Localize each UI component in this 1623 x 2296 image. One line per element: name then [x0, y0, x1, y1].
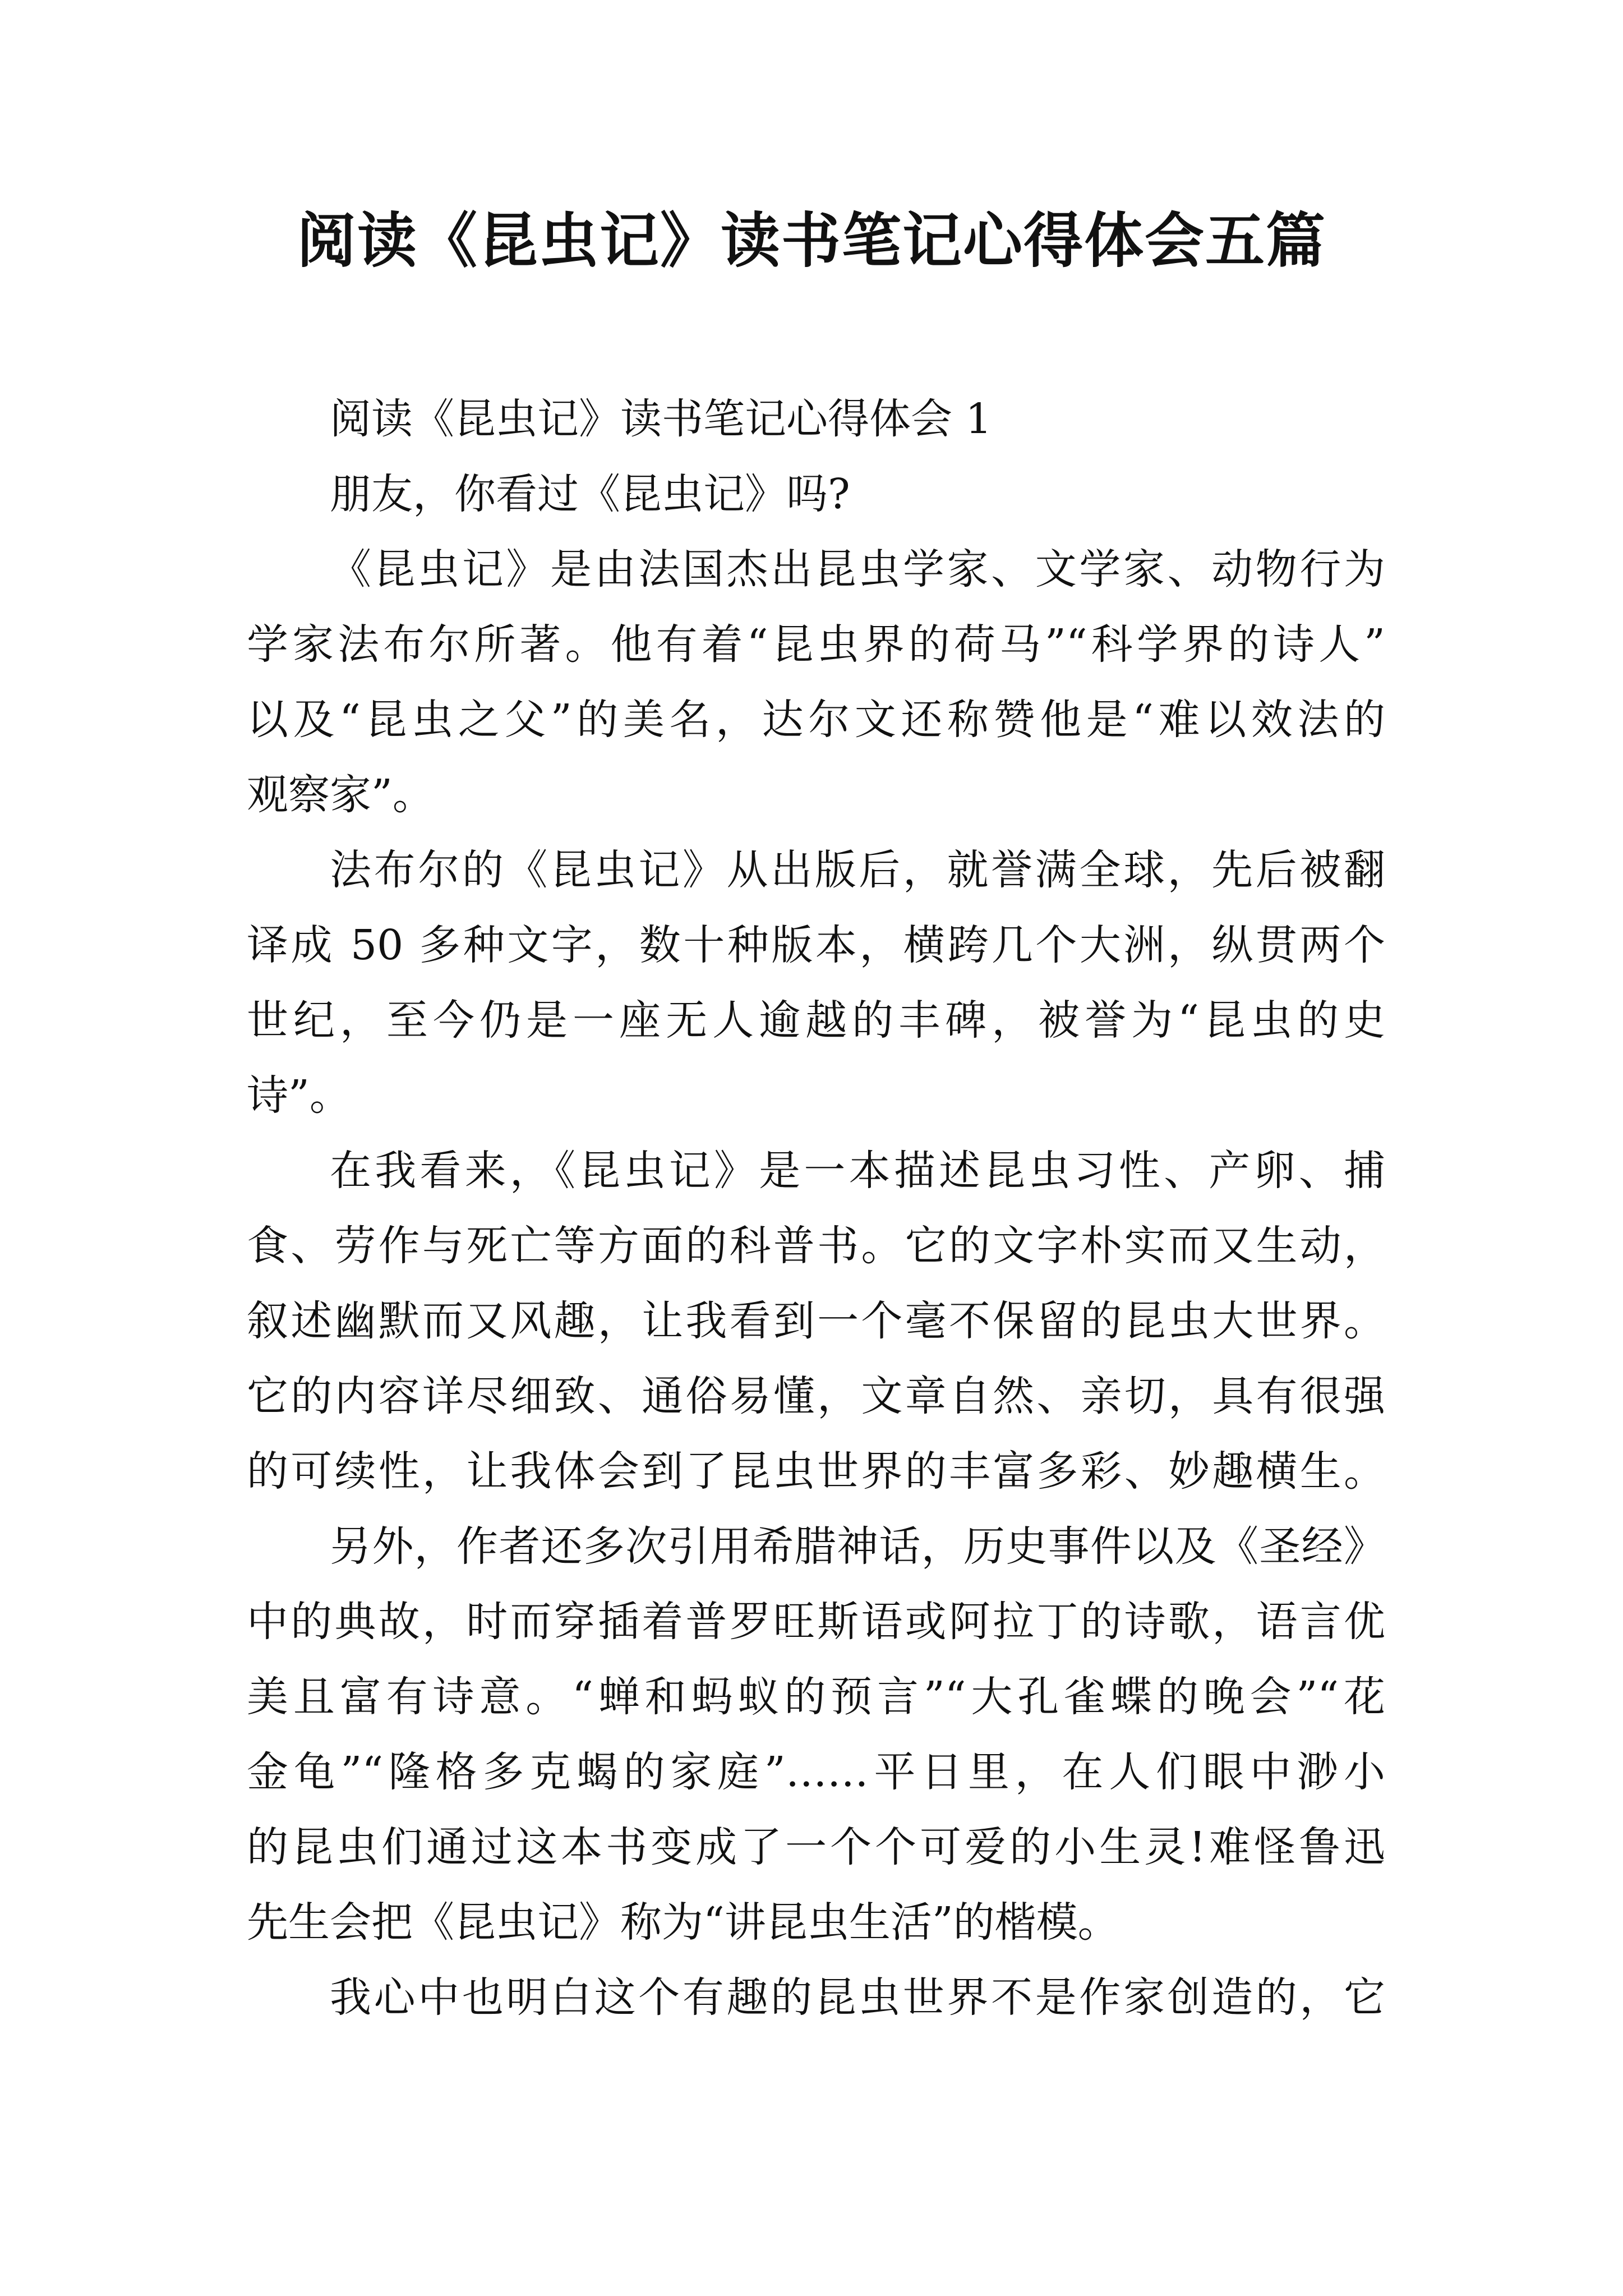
paragraph-line: 学家法布尔所著。他有着“昆虫界的荷马”“科学界的诗人” [247, 620, 1385, 669]
paragraph-line: 金龟”“隆格多克蝎的家庭”……平日里，在人们眼中渺小 [247, 1748, 1385, 1796]
paragraph-line: 美且富有诗意。“蝉和蚂蚁的预言”“大孔雀蝶的晚会”“花 [247, 1673, 1385, 1721]
paragraph-line: 以及“昆虫之父”的美名，达尔文还称赞他是“难以效法的 [247, 696, 1385, 744]
paragraph-line: 朋友，你看过《昆虫记》吗? [330, 470, 850, 518]
paragraph-line: 叙述幽默而又风趣，让我看到一个毫不保留的昆虫大世界。 [247, 1297, 1385, 1345]
paragraph-line: 食、劳作与死亡等方面的科普书。它的文字朴实而又生动， [247, 1222, 1385, 1270]
paragraph-line: 法布尔的《昆虫记》从出版后，就誉满全球，先后被翻 [330, 846, 1385, 894]
paragraph-line: 诗”。 [247, 1071, 351, 1120]
paragraph-line: 在我看来，《昆虫记》是一本描述昆虫习性、产卵、捕 [330, 1147, 1385, 1195]
paragraph-line: 我心中也明白这个有趣的昆虫世界不是作家创造的，它 [330, 1973, 1385, 2022]
document-body [247, 381, 1385, 2035]
paragraph-line: 观察家”。 [247, 771, 434, 819]
paragraph-line: 译成 50 多种文字，数十种版本，横跨几个大洲，纵贯两个 [247, 921, 1385, 969]
document-title: 阅读《昆虫记》读书笔记心得体会五篇 [297, 206, 1326, 275]
paragraph-line: 的昆虫们通过这本书变成了一个个可爱的小生灵!难怪鲁迅 [247, 1823, 1385, 1871]
paragraph-line: 《昆虫记》是由法国杰出昆虫学家、文学家、动物行为 [330, 545, 1385, 593]
paragraph-line: 世纪，至今仍是一座无人逾越的丰碑，被誉为“昆虫的史 [247, 996, 1385, 1045]
paragraph-line: 中的典故，时而穿插着普罗旺斯语或阿拉丁的诗歌，语言优 [247, 1598, 1385, 1646]
paragraph-line: 另外，作者还多次引用希腊神话，历史事件以及《圣经》 [330, 1522, 1385, 1571]
paragraph-line: 的可续性，让我体会到了昆虫世界的丰富多彩、妙趣横生。 [247, 1447, 1385, 1496]
paragraph-line: 先生会把《昆虫记》称为“讲昆虫生活”的楷模。 [247, 1898, 1119, 1947]
section-heading: 阅读《昆虫记》读书笔记心得体会 1 [330, 395, 992, 443]
paragraph-line: 它的内容详尽细致、通俗易懂，文章自然、亲切，具有很强 [247, 1372, 1385, 1420]
